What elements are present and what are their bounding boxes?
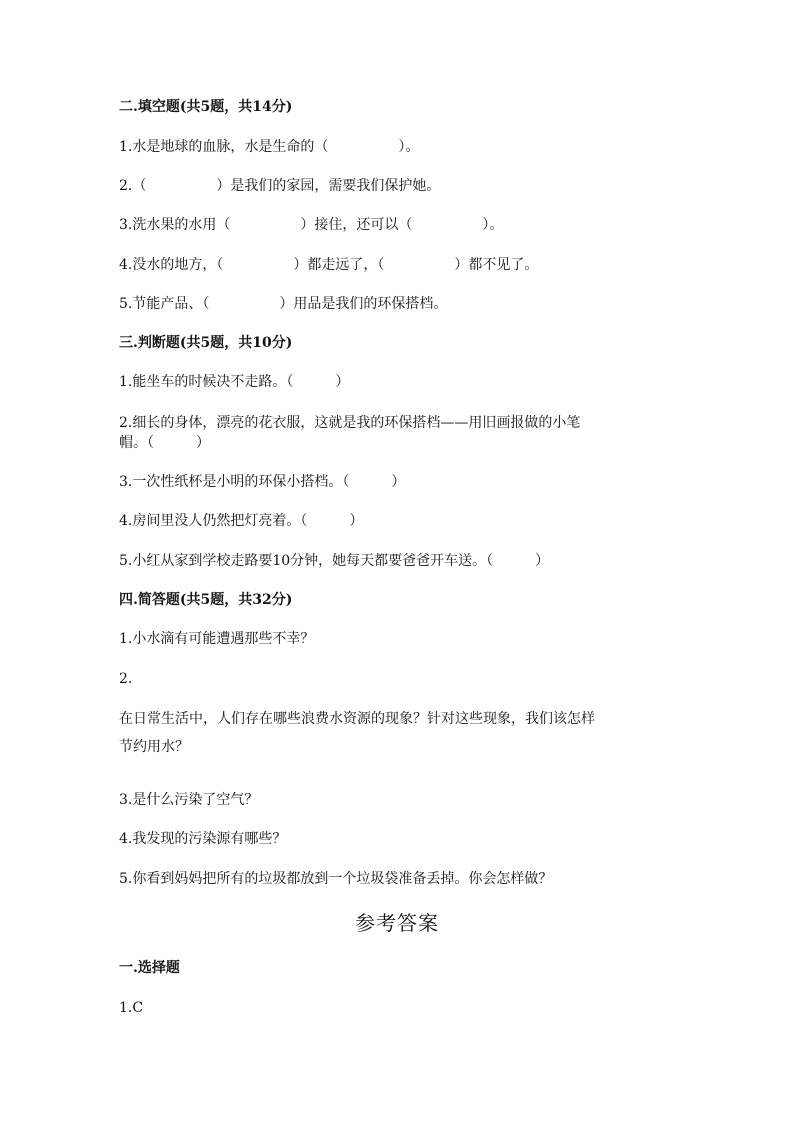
fill-question-2: 2.（ ）是我们的家园，需要我们保护她。	[119, 178, 441, 194]
short-question-4: 4.我发现的污染源有哪些？	[119, 831, 287, 847]
section-heading-short: 四.简答题(共5题，共32分)	[119, 592, 293, 608]
answers-title: 参考答案	[355, 911, 439, 935]
section-heading-judge: 三.判断题(共5题，共10分)	[119, 335, 293, 351]
short-question-2-line-2: 节约用水？	[119, 739, 189, 755]
fill-question-5: 5.节能产品、（ ）用品是我们的环保搭档。	[119, 296, 448, 312]
fill-question-3: 3.洗水果的水用（ ）接住，还可以（ ）。	[119, 217, 504, 233]
judge-question-1: 1.能坐车的时候决不走路。（ ）	[119, 374, 350, 390]
judge-question-2-line-1: 2.细长的身体，漂亮的花衣服，这就是我的环保搭档——用旧画报做的小笔	[119, 415, 581, 431]
judge-question-2-line-2: 帽。（ ）	[119, 435, 210, 451]
fill-question-1: 1.水是地球的血脉，水是生命的（ ）。	[119, 139, 420, 155]
answers-heading-choice: 一.选择题	[119, 960, 180, 976]
short-question-5: 5.你看到妈妈把所有的垃圾都放到一个垃圾袋准备丢掉。你会怎样做？	[119, 871, 553, 887]
short-question-1: 1.小水滴有可能遭遇那些不幸？	[119, 631, 315, 647]
short-question-2-number: 2.	[119, 671, 133, 687]
fill-question-4: 4.没水的地方，（ ）都走远了，（ ）都不见了。	[119, 257, 539, 273]
judge-question-5: 5.小红从家到学校走路要10分钟，她每天都要爸爸开车送。（ ）	[119, 553, 550, 569]
short-question-3: 3.是什么污染了空气？	[119, 792, 259, 808]
answer-1: 1.C	[119, 1000, 144, 1016]
judge-question-3: 3.一次性纸杯是小明的环保小搭档。（ ）	[119, 474, 406, 490]
judge-question-4: 4.房间里没人仍然把灯亮着。（ ）	[119, 513, 364, 529]
short-question-2-line-1: 在日常生活中，人们存在哪些浪费水资源的现象？针对这些现象，我们该怎样	[119, 711, 595, 727]
section-heading-fill: 二.填空题(共5题，共14分)	[119, 99, 293, 115]
